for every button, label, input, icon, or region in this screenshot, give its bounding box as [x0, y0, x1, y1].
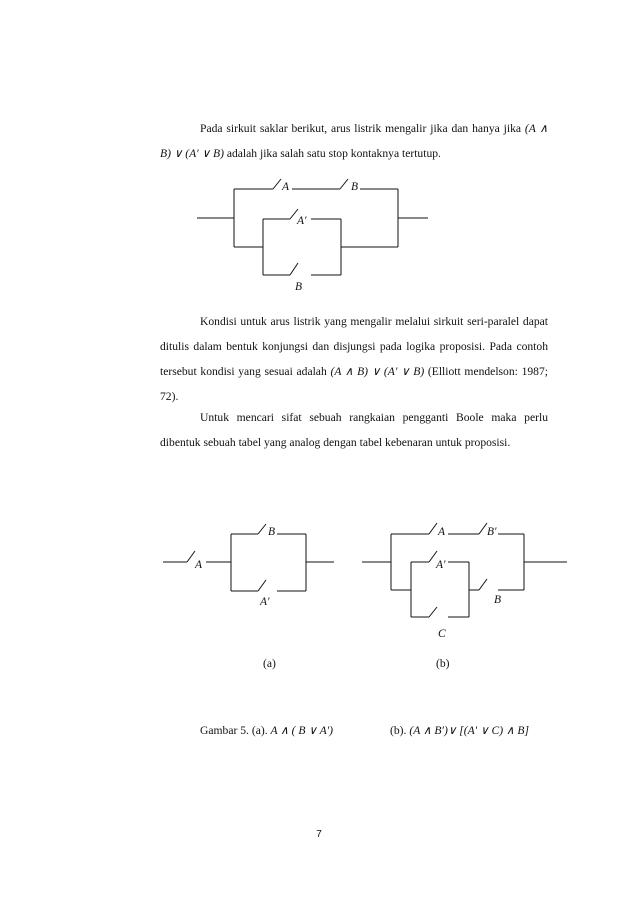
paragraph-intro-line: Pada sirkuit saklar berikut, arus listrik mengalir jika dan hanya jika	[200, 122, 522, 135]
diagram-a-label-a: A	[195, 559, 203, 571]
switch-label-a: A	[282, 181, 290, 193]
paragraph-condition-expression: (A ∧ B) ∨ (A′ ∨ B)	[330, 365, 425, 378]
diagram-b-label-a-prime: A′	[436, 559, 446, 571]
figure-caption-expression-b: (A ∧ B′)∨ [(A′ ∨ C) ∧ B]	[409, 724, 529, 737]
diagram-a-caption: (a)	[263, 657, 276, 670]
diagram-b-label-c: C	[438, 628, 446, 640]
figure-caption-label-b: (b).	[390, 724, 410, 737]
paragraph-condition-text: Kondisi untuk arus listrik yang mengalir melalui sirkuit seri-paralel dapat ditulis dalam bentuk konjungsi dan disjungsi pada logika proposisi. Pada contoh tersebut kondisi yang sesuai adalah	[160, 315, 548, 378]
figure-caption	[200, 723, 333, 737]
diagram-b-label-b-prime: B′	[487, 526, 497, 538]
switch-label-b-bottom: B	[295, 281, 303, 293]
diagram-b-label-a: A	[438, 526, 446, 538]
page-number: 7	[316, 829, 322, 840]
paragraph-intro-rest: adalah jika salah satu stop kontaknya tertutup.	[223, 147, 441, 160]
diagram-a-label-a-prime: A′	[260, 596, 270, 608]
figure-caption-b	[390, 723, 529, 737]
diagram-b-caption: (b)	[436, 657, 450, 670]
switch-label-a-prime: A′	[297, 215, 307, 227]
diagram-b-label-b: B	[494, 594, 502, 606]
figure-caption-prefix: Gambar 5. (a).	[200, 724, 271, 737]
paragraph-boole-text: Untuk mencari sifat sebuah rangkaian pengganti Boole maka perlu dibentuk sebuah tabel yang analog dengan tabel kebenaran untuk proposisi.	[160, 411, 548, 449]
figure-caption-expression-a: A ∧ ( B ∨ A′)	[270, 724, 334, 737]
paragraph-intro-expression: (A ∧ B) ∨ (A′ ∨ B)	[160, 122, 548, 160]
paragraph-condition-citation: (Elliott mendelson: 1987; 72).	[160, 365, 548, 403]
switch-label-b: B	[351, 181, 359, 193]
diagram-a-label-b: B	[268, 526, 276, 538]
